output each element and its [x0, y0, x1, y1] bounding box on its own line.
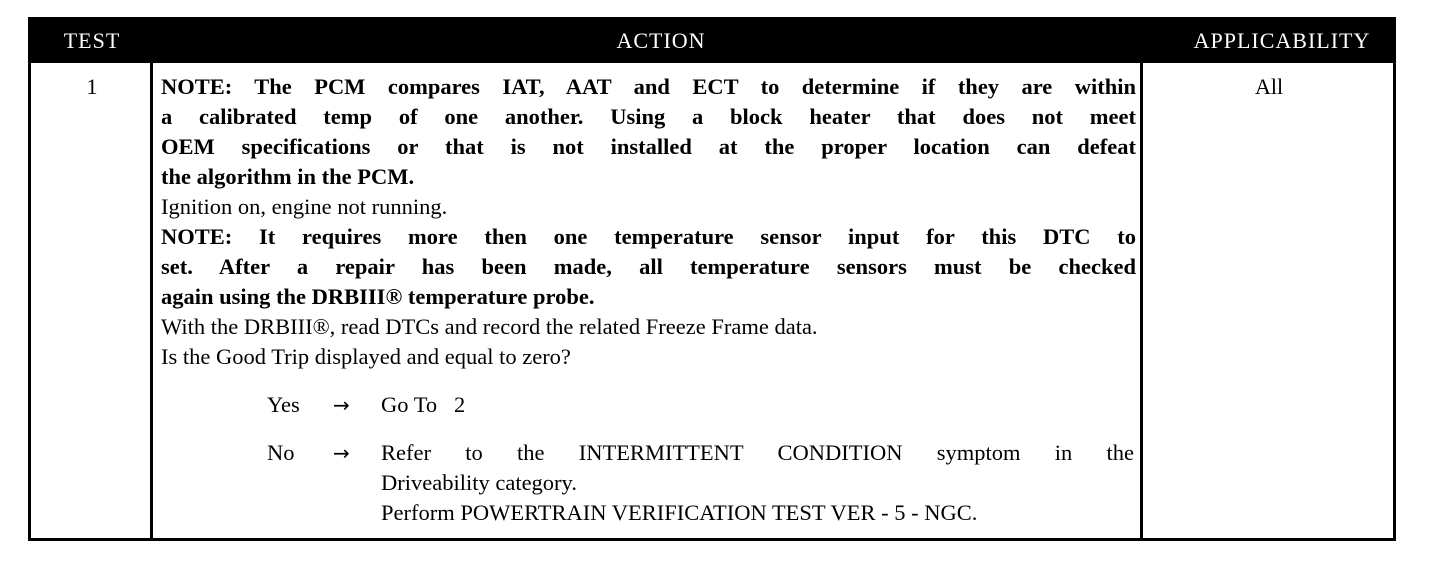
header-action: ACTION	[616, 28, 706, 53]
action-line: again using the DRBIII® temperature probe.	[161, 284, 595, 309]
header-test: TEST	[63, 28, 121, 53]
action-line: NOTE: It requires more then one temperature sensor input for this DTC to	[161, 224, 1136, 249]
no-result-line: Refer to the INTERMITTENT CONDITION symptom in the	[381, 440, 1134, 465]
action-line: OEM specifications or that is not installed at the proper location can defeat	[161, 134, 1136, 159]
action-line: With the DRBIII®, read DTCs and record the related Freeze Frame data.	[161, 314, 818, 339]
action-line: the algorithm in the PCM.	[161, 164, 415, 189]
yes-label: Yes	[267, 392, 300, 417]
no-result-line: Driveability category.	[381, 470, 577, 495]
action-line: a calibrated temp of one another. Using a block heater that does not meet	[161, 104, 1136, 129]
action-line: set. After a repair has been made, all temperature sensors must be checked	[161, 254, 1136, 279]
diagnostic-table	[28, 17, 1396, 541]
yes-result-text: Go To 2	[381, 392, 466, 417]
applicability-value: All	[1254, 74, 1284, 99]
arrow-right-icon: →	[333, 441, 350, 465]
action-line: Is the Good Trip displayed and equal to zero?	[161, 344, 571, 369]
column-divider	[150, 63, 153, 538]
no-result-line: Perform POWERTRAIN VERIFICATION TEST VER - 5 - NGC.	[381, 500, 978, 525]
arrow-right-icon: →	[333, 393, 350, 417]
yes-result	[381, 390, 1134, 420]
no-result	[381, 438, 1134, 528]
header-applicability: APPLICABILITY	[1193, 28, 1371, 53]
test-number: 1	[86, 74, 98, 99]
no-label: No	[267, 440, 295, 465]
column-divider	[1140, 63, 1143, 538]
action-line: NOTE: The PCM compares IAT, AAT and ECT to determine if they are within	[161, 74, 1136, 99]
table-header	[31, 20, 1393, 63]
action-text	[161, 72, 1136, 372]
action-line: Ignition on, engine not running.	[161, 194, 448, 219]
